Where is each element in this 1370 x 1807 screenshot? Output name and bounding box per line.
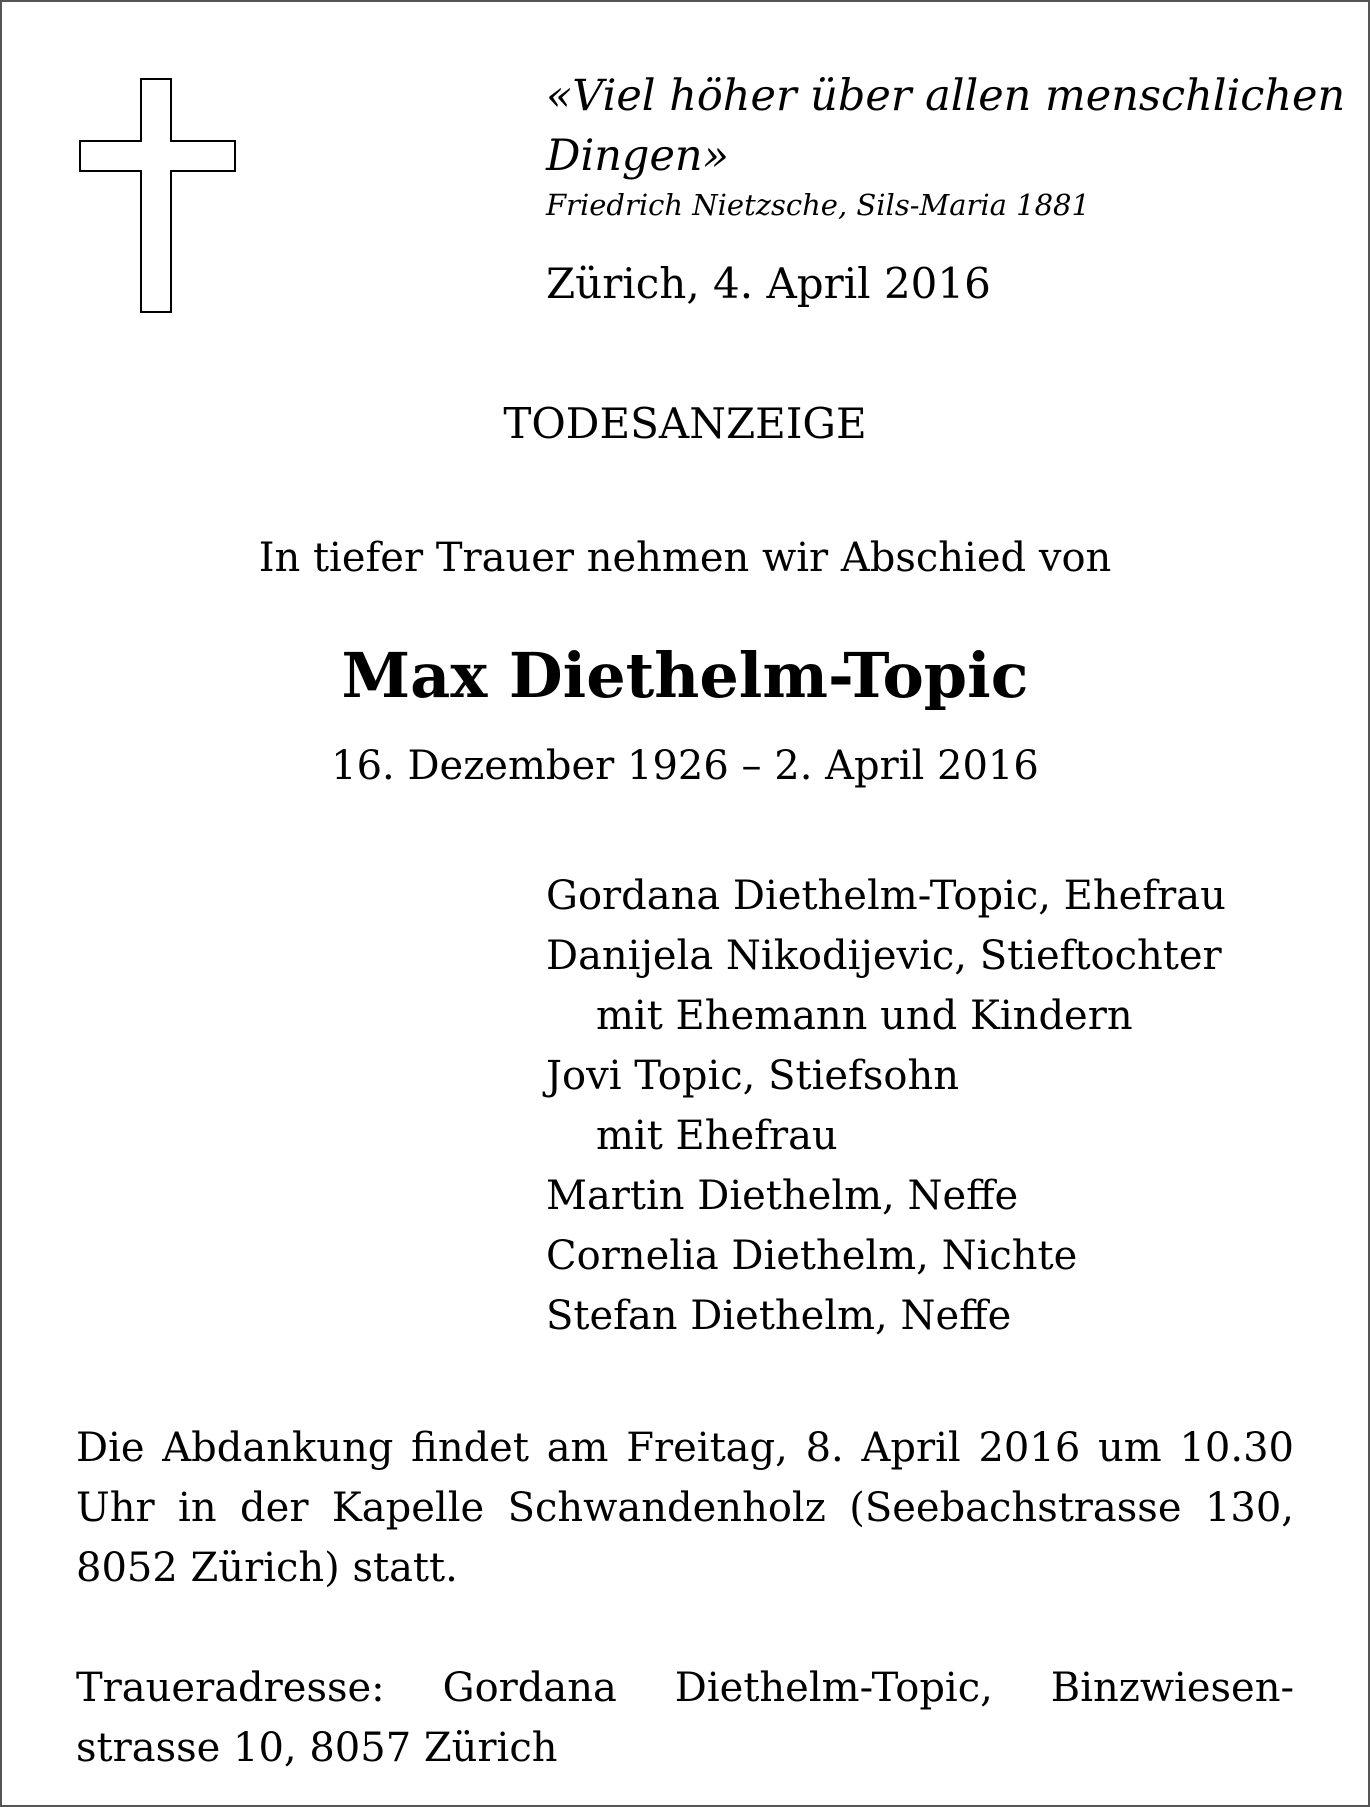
cross-icon <box>78 78 238 314</box>
list-item: Danijela Nikodijevic, Stieftochter <box>546 933 1222 979</box>
list-item: Jovi Topic, Stiefsohn <box>546 1053 959 1099</box>
list-item: mit Ehemann und Kindern <box>596 993 1133 1039</box>
quote-line: «Viel höher über allen menschlichen <box>546 71 1346 121</box>
quote-line: Dingen» <box>546 131 729 181</box>
intro-text: In tiefer Trauer nehmen wir Abschied von <box>258 535 1112 581</box>
page-title: TODESANZEIGE <box>503 399 867 448</box>
list-item: Cornelia Diethelm, Nichte <box>546 1233 1078 1279</box>
service-notice: Die Abdankung findet am Freitag, 8. April 2016 um 10.30 Uhr in der Kapelle Schwandenholz (Seebachstrasse 130, 8052 Zürich) statt. <box>76 1425 1294 1591</box>
list-item: Gordana Diethelm-Topic, Ehefrau <box>546 873 1226 919</box>
list-item: mit Ehefrau <box>596 1113 838 1159</box>
quote <box>546 66 1346 186</box>
life-dates: 16. Dezember 1926 – 2. April 2016 <box>331 743 1039 789</box>
list-item: Martin Diethelm, Neffe <box>546 1173 1019 1219</box>
place-date: Zürich, 4. April 2016 <box>546 259 991 308</box>
list-item: Stefan Diethelm, Neffe <box>546 1293 1012 1339</box>
deceased-name: Max Diethelm-Topic <box>341 639 1029 712</box>
mourners-list <box>546 866 1346 1346</box>
mourning-address: Traueradresse: Gordana Diethelm-Topic, Binzwiesen-strasse 10, 8057 Zürich <box>76 1665 1294 1771</box>
quote-source: Friedrich Nietzsche, Sils-Maria 1881 <box>546 188 1090 222</box>
